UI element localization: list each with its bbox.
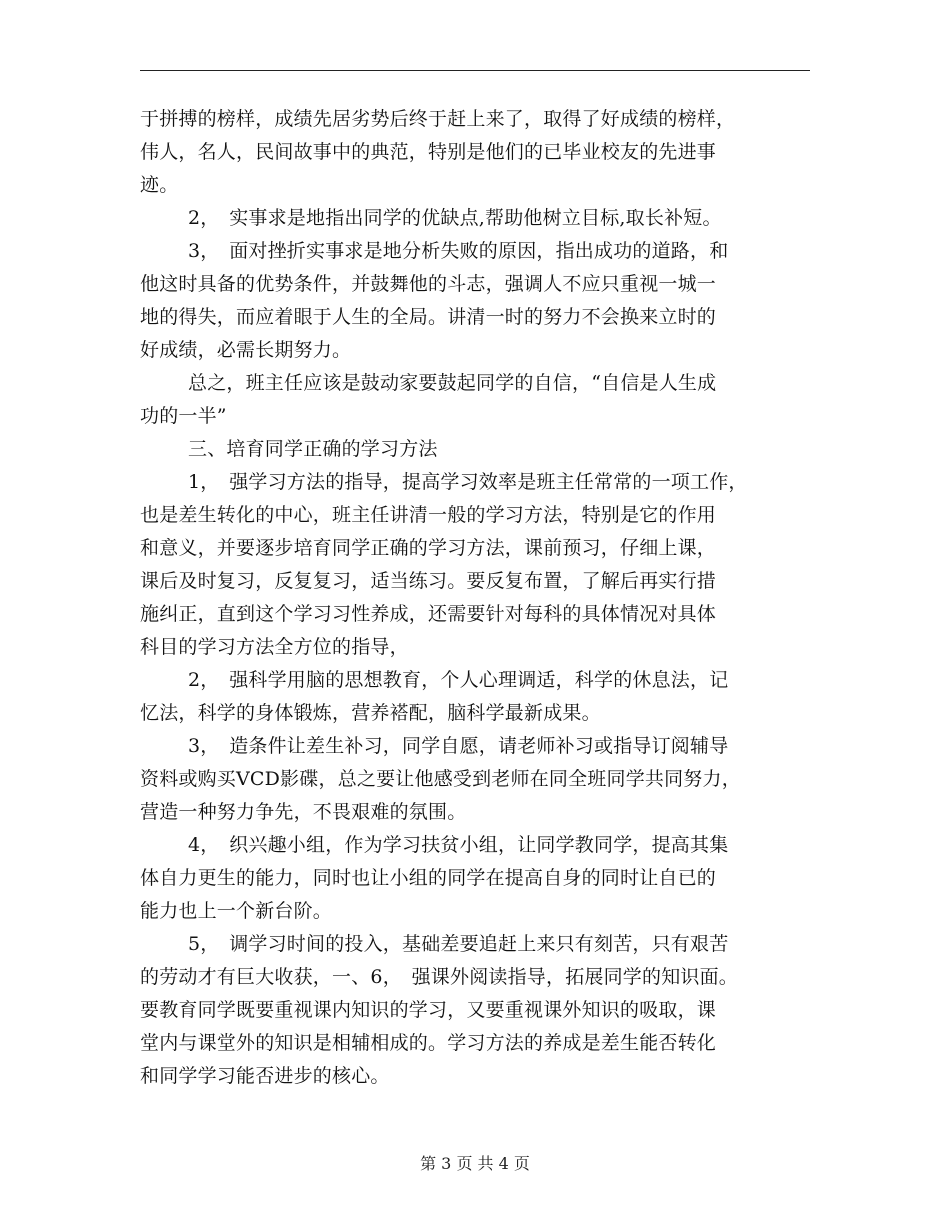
text-line: 伟人，名人，民间故事中的典范，特别是他们的已毕业校友的先进事 [140,141,717,163]
text-line: 能力也上一个新台阶。 [140,900,333,922]
section-heading: 三、培育同学正确的学习方法 [188,438,438,460]
text-line: 忆法，科学的身体锻炼，营养褡配，脑科学最新成果。 [140,702,601,724]
document-body [140,103,810,1093]
text-line: 地的得失，而应着眼于人生的全局。讲清一时的努力不会换来立时的 [140,306,717,328]
text-line: 1， 强学习方法的指导，提高学习效率是班主任常常的一项工作， [188,471,748,493]
text-line: 资料或购买VCD影碟，总之要让他感受到老师在同全班同学共同努力， [140,768,741,790]
text-line: 的劳动才有巨大收获，一、6， 强课外阅读指导，拓展同学的知识面。 [140,966,738,988]
text-line: 于拼搏的榜样，成绩先居劣势后终于赶上来了，取得了好成绩的榜样， [140,108,736,130]
text-line: 4， 织兴趣小组，作为学习扶贫小组，让同学教同学，提高其集 [188,834,729,856]
text-line: 3， 造条件让差生补习，同学自愿，请老师补习或指导订阅辅导 [188,735,729,757]
text-line: 功的一半” [140,405,227,427]
text-line: 2， 实事求是地指出同学的优缺点,帮助他树立目标,取长补短。 [188,207,722,229]
text-line: 堂内与课堂外的知识是相辅相成的。学习方法的养成是差生能否转化 [140,1032,717,1054]
text-line: 2， 强科学用脑的思想教育，个人心理调适，科学的休息法，记 [188,669,729,691]
page-footer [0,1154,950,1174]
page-number-label: 第 3 页 共 4 页 [420,1154,530,1173]
text-line: 科目的学习方法全方位的指导， [140,636,409,658]
text-line: 他这时具备的优势条件，并鼓舞他的斗志，强调人不应只重视一城一 [140,273,717,295]
text-line: 总之，班主任应该是鼓动家要鼓起同学的自信，“自信是人生成 [188,372,717,394]
text-line: 施纠正，直到这个学习习性养成，还需要针对每科的具体情况对具体 [140,603,717,625]
text-line: 和同学学习能否进步的核心。 [140,1065,390,1087]
text-line: 营造一种努力争先，不畏艰难的氛围。 [140,801,467,823]
text-line: 也是差生转化的中心，班主任讲清一般的学习方法，特别是它的作用 [140,504,717,526]
text-line: 课后及时复习，反复复习，适当练习。要反复布置，了解后再实行措 [140,570,717,592]
text-line: 迹。 [140,174,179,196]
text-line: 体自力更生的能力，同时也让小组的同学在提高自身的同时让自已的 [140,867,717,889]
text-line: 要教育同学既要重视课内知识的学习，又要重视课外知识的吸取，课 [140,999,717,1021]
text-line: 5， 调学习时间的投入，基础差要追赶上来只有刻苦，只有艰苦 [188,933,729,955]
text-line: 和意义，并要逐步培育同学正确的学习方法，课前预习，仔细上课， [140,537,717,559]
text-line: 好成绩，必需长期努力。 [140,339,352,361]
text-line: 3， 面对挫折实事求是地分析失败的原因，指出成功的道路，和 [188,240,729,262]
header-rule [140,70,810,71]
